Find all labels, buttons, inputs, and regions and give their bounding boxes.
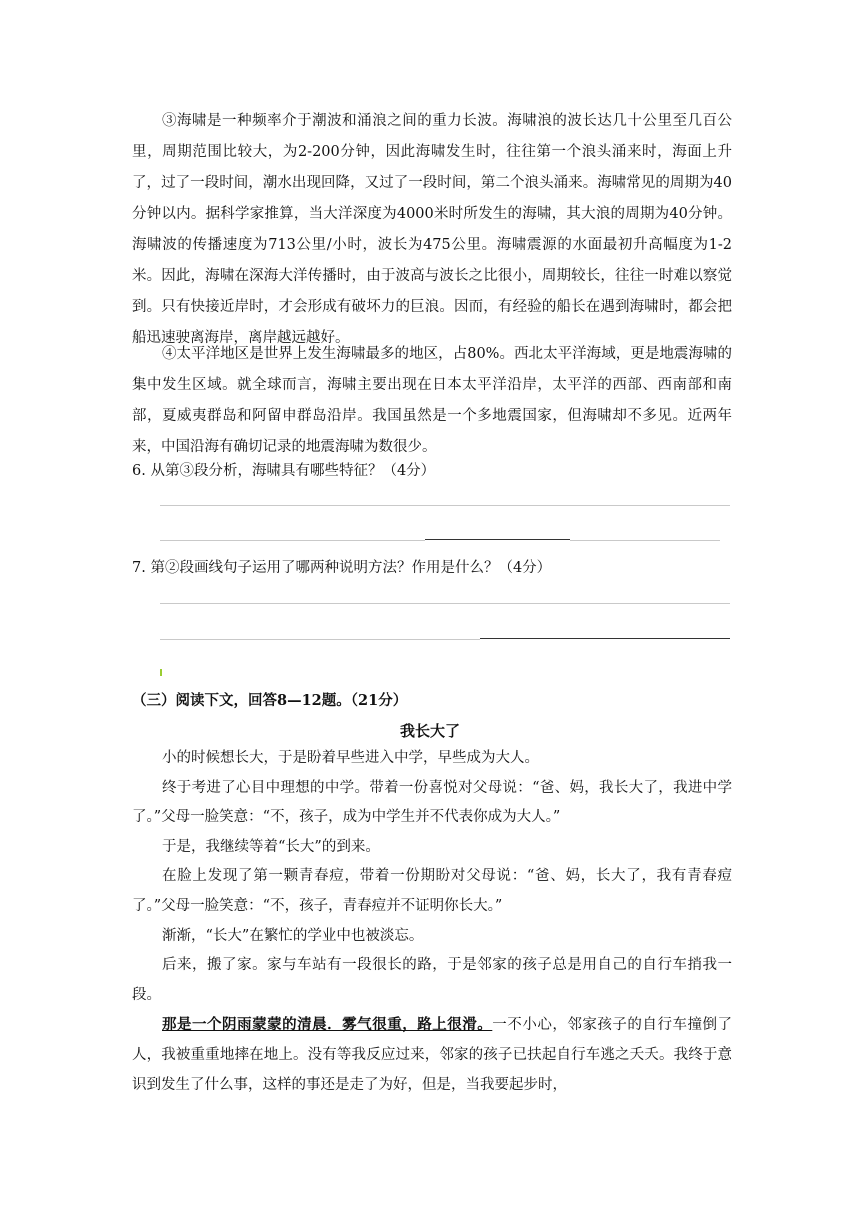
story-line: 于是，我继续等着“长大”的到来。 [162, 838, 380, 855]
story-body [132, 744, 732, 1100]
story-line: 小的时候想长大，于是盼着早些进入中学，早些成为大人。 [162, 750, 539, 766]
paragraph-4: ④太平洋地区是世界上发生海啸最多的地区，占80%。西北太平洋海域，更是地震海啸的集中发生区域。就全球而言，海啸主要出现在日本太平洋沿岸，太平洋的西部、西南部和南部，夏威夷群岛和阿留申群岛沿岸。我国虽然是一个多地震国家，但海啸却不多见。近两年来，中国沿海有确切记录的地震海啸为数很少。 [132, 346, 732, 455]
story-last-paragraph [132, 1010, 732, 1100]
answer-line [160, 505, 730, 506]
answer-line [425, 539, 570, 540]
section-heading: （三）阅读下文，回答8—12题。（21分） [132, 692, 408, 709]
story-title: 我长大了 [399, 722, 460, 740]
story-line: 渐渐，“长大”在繁忙的学业中也被淡忘。 [162, 927, 424, 944]
answer-line [160, 603, 730, 604]
story-line: 终于考进了心目中理想的中学。带着一份喜悦对父母说：“爸、妈，我长大了，我进中学了。”父母一脸笑意：“不，孩子，成为中学生并不代表你成为大人。” [132, 779, 732, 826]
story-line: 在脸上发现了第一颗青春痘，带着一份期盼对父母说：“爸、妈，长大了，我有青春痘了。”父母一脸笑意：“不，孩子，青春痘并不证明你长大。” [132, 868, 732, 914]
question-7: 7. 第②段画线句子运用了哪两种说明方法？作用是什么？（4分） [132, 560, 552, 576]
underlined-sentence: 那是一个阴雨蒙蒙的清晨．雾气很重，路上很滑。 [162, 1016, 493, 1034]
story-line: 后来，搬了家。家与车站有一段很长的路，于是邻家的孩子总是用自己的自行车捎我一段。 [132, 957, 732, 1003]
answer-line [160, 639, 480, 640]
story-line-rest: 一不小心，邻家孩子的自行车撞倒了人，我被重重地摔在地上。没有等我反应过来，邻家的孩子已扶起自行车逃之夭夭。我终于意识到发生了什么事，这样的事还是走了为好，但是，当我要起步时， [132, 1017, 732, 1093]
paragraph-3: ③海啸是一种频率介于潮波和涌浪之间的重力长波。海啸浪的波长达几十公里至几百公里，周期范围比较大，为2-200分钟，因此海啸发生时，往往第一个浪头涌来时，海面上升了，过了一段时间，潮水出现回降，又过了一段时间，第二个浪头涌来。海啸常见的周期为40分钟以内。据科学家推算，当大洋深度为4000米时所发生的海啸，其大浪的周期为40分钟。海啸波的传播速度为713公里/小时，波长为475公里。海啸震源的水面最初升高幅度为1-2米。因此，海啸在深海大洋传播时，由于波高与波长之比很小，周期较长，往往一时难以察觉到。只有快接近岸时，才会形成有破坏力的巨浪。因而，有经验的船长在遇到海啸时，都会把船迅速驶离海岸，离岸越远越好。 [132, 113, 732, 346]
question-6: 6. 从第③段分析，海啸具有哪些特征？（4分） [132, 463, 436, 479]
margin-mark [160, 669, 162, 676]
answer-line [570, 540, 720, 541]
answer-line [480, 638, 730, 639]
answer-line [160, 540, 425, 541]
